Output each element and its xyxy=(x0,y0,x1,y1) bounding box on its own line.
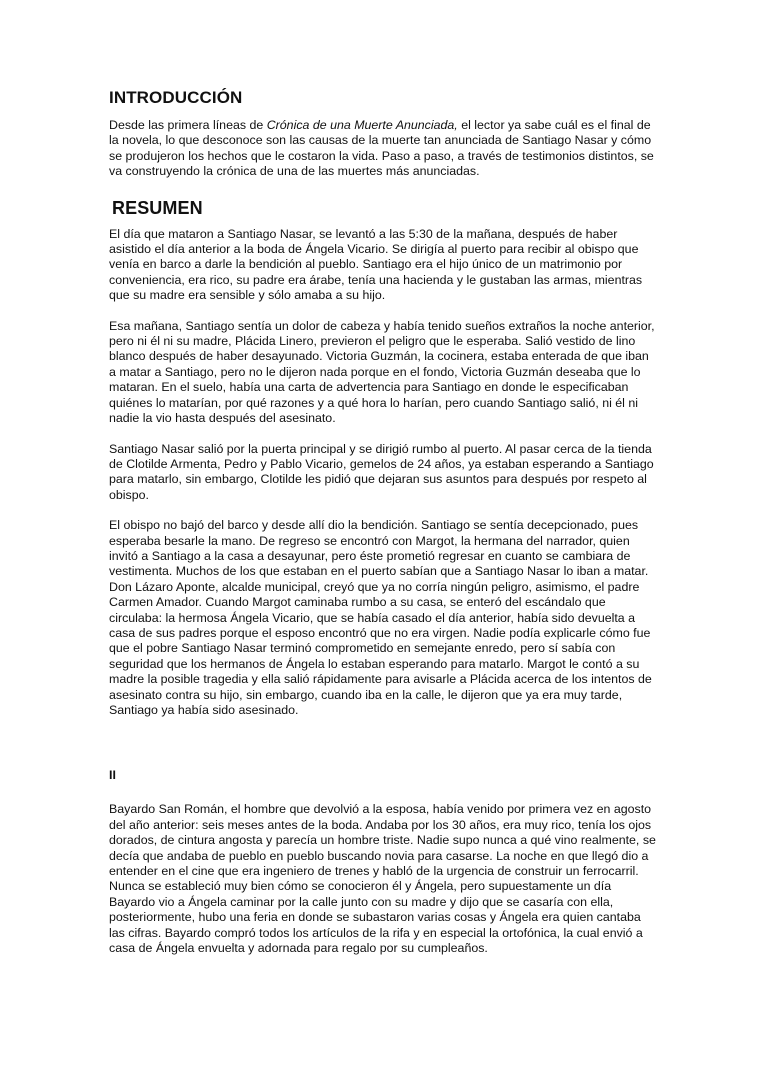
resumen-paragraph-3: Santiago Nasar salió por la puerta principal y se dirigió rumbo al puerto. Al pasar cerca de la tienda de Clotilde Armenta, Pedro y Pablo Vicario, gemelos de 24 años, ya estaban esperando a Santiago para matarlo, sin embargo, Clotilde les pidió que dejaran sus asuntos para después por respeto al obispo. xyxy=(109,441,654,502)
intro-text-after: el lector ya sabe cuál es el final de la novela, lo que desconoce son las causas de la muerte tan anunciada de Santiago Nasar y cómo se produjeron los hechos que le costaron la vida. Paso a paso, a través de testimonios distintos, se va construyendo la crónica de una de las muertes más anunciadas. xyxy=(109,118,654,179)
resumen-paragraph-2: Esa mañana, Santiago sentía un dolor de cabeza y había tenido sueños extraños la noche anterior, pero ni él ni su madre, Plácida Linero, previeron el peligro que le esperaba. Salió vestido de lino blanco después de haber desayunado. Victoria Guzmán, la cocinera, estaba enterada de que iban a matar a Santiago, pero no le dijeron nada porque en el fondo, Victoria Guzmán deseaba que lo mataran. En el suelo, había una carta de advertencia para Santiago en donde le especificaban quiénes lo matarían, por qué razones y a qué hora lo harían, pero cuando Santiago salió, ni él ni nadie la vio hasta después del asesinato. xyxy=(109,318,655,426)
section-ii-heading: II xyxy=(109,768,116,783)
resumen-heading: RESUMEN xyxy=(112,197,203,218)
novel-title: Crónica de una Muerte Anunciada, xyxy=(266,118,458,132)
intro-heading: INTRODUCCIÓN xyxy=(109,88,243,107)
section-ii-paragraph: Bayardo San Román, el hombre que devolvió a la esposa, había venido por primera vez en agosto del año anterior: seis meses antes de la boda. Andaba por los 30 años, era muy rico, tenía los ojos dorados, de cintura angosta y parecía un hombre triste. Nadie supo nunca a qué vino realmente, se decía que andaba de pueblo en pueblo buscando novia para casarse. La noche en que llegó dio a entender en el cine que era ingeniero de trenes y habló de la urgencia de construir un ferrocarril. Nunca se estableció muy bien cómo se conocieron él y Ángela, pero supuestamente un día Bayardo vio a Ángela caminar por la calle junto con su madre y dijo que se casaría con ella, posteriormente, hubo una feria en donde se subastaron varias cosas y Ángela era quien cantaba las cifras. Bayardo compró todos los artículos de la rifa y en especial la ortofónica, la cual envió a casa de Ángela envuelta y adornada para regalo por su cumpleaños. xyxy=(109,802,656,956)
resumen-paragraph-4: El obispo no bajó del barco y desde allí dio la bendición. Santiago se sentía decepcionado, pues esperaba besarle la mano. De regreso se encontró con Margot, la hermana del narrador, quien invitó a Santiago a la casa a desayunar, pero éste prometió regresar en cuanto se cambiara de vestimenta. Muchos de los que estaban en el puerto sabían que a Santiago Nasar lo iban a matar. Don Lázaro Aponte, alcalde municipal, creyó que ya no corría ningún peligro, asimismo, el padre Carmen Amador. Cuando Margot caminaba rumbo a su casa, se enteró del escándalo que circulaba: la hermosa Ángela Vicario, que se había casado el día anterior, había sido devuelta a casa de sus padres porque el esposo encontró que no era virgen. Nadie podía explicarle cómo fue que el pobre Santiago Nasar terminó comprometido en semejante enredo, pero sí sabía con seguridad que los hermanos de Ángela lo estaban esperando para matarlo. Margot le contó a su madre la posible tragedia y ella salió rápidamente para avisarle a Plácida acerca de los intentos de asesinato contra su hijo, sin embargo, cuando iba en la calle, le dijeron que ya era muy tarde, Santiago ya había sido asesinado. xyxy=(109,518,652,717)
intro-text-before: Desde las primera líneas de xyxy=(109,118,267,132)
intro-paragraph xyxy=(109,118,659,180)
document-page xyxy=(109,88,659,971)
resumen-paragraph-1: El día que mataron a Santiago Nasar, se levantó a las 5:30 de la mañana, después de haber asistido el día anterior a la boda de Ángela Vicario. Se dirigía al puerto para recibir al obispo que venía en barco a darle la bendición al pueblo. Santiago era el hijo único de un matrimonio por conveniencia, era rico, su padre era árabe, tenía una hacienda y le gustaban las armas, mientras que su madre era sensible y sólo amaba a su hijo. xyxy=(109,226,643,303)
